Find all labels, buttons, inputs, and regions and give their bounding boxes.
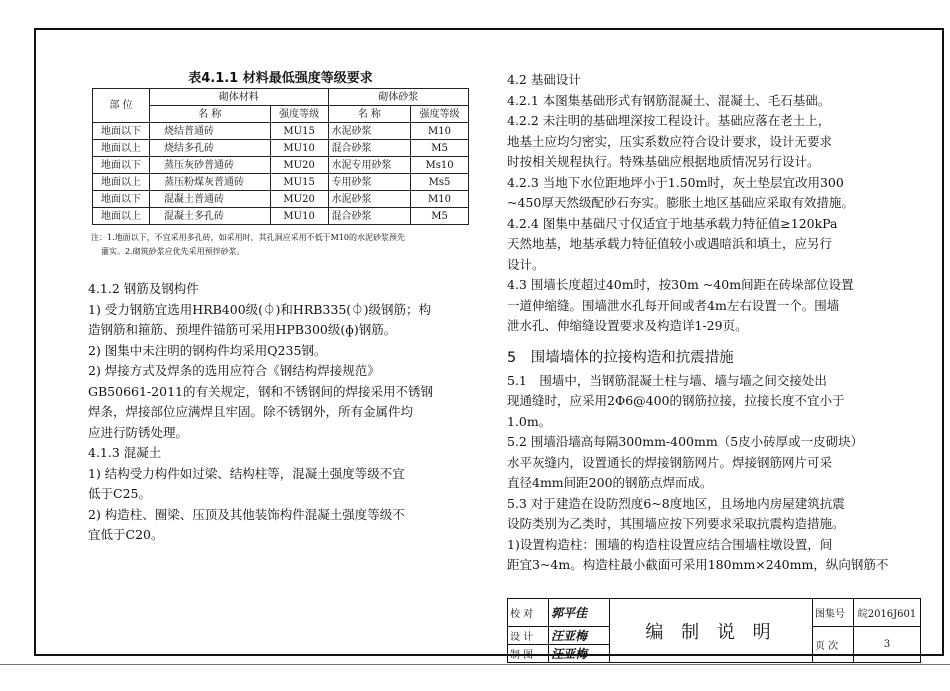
text-line: 1.0m。 (507, 413, 552, 429)
text-line: 4.2 基础设计 (507, 72, 581, 87)
atlas-number: 皖2016J601 (854, 599, 921, 627)
title-block (507, 598, 921, 663)
text-line: 地基土应均匀密实，压实系数应符合设计要求，设计无要求 (507, 133, 833, 149)
text-line: 1) 受力钢筋宜选用HRB400级(⏀)和HRB335(⏀)级钢筋；构 (88, 301, 432, 317)
cell-mor: 专用砂浆 (328, 174, 411, 191)
label-draw: 制 图 (508, 645, 549, 663)
text-line: 应进行防锈处理。 (88, 424, 189, 440)
sheet-title: 编 制 说 明 (610, 599, 813, 663)
cell-sg: M10 (411, 123, 469, 140)
label-design: 设 计 (508, 627, 549, 645)
cell-mg: MU20 (270, 191, 328, 208)
text-line: 水平灰缝内，设置通长的焊接钢筋网片。焊接钢筋网片可采 (507, 454, 833, 470)
cell-mg: MU10 (270, 208, 328, 225)
cell-mor: 水泥砂浆 (328, 191, 411, 208)
cell-mat: 蒸压灰砂普通砖 (150, 157, 271, 174)
table-row (93, 208, 469, 225)
table-row (93, 191, 469, 208)
cell-part: 地面以上 (93, 140, 150, 157)
cell-mat: 混凝土普通砖 (150, 191, 271, 208)
text-line: 焊条，焊接部位应满焊且牢固。除不锈钢外，所有金属件均 (88, 404, 414, 419)
text-line: 1)设置构造柱：围墙的构造柱设置应结合围墙柱墩设置，间 (507, 536, 833, 552)
cell-sg: M10 (411, 191, 469, 208)
text-line: 泄水孔、伸缩缝设置要求及构造详1-29页。 (507, 318, 748, 333)
cell-mor: 混合砂浆 (328, 140, 411, 157)
cell-mor: 水泥专用砂浆 (328, 157, 411, 174)
cell-mat: 烧结多孔砖 (150, 140, 271, 157)
text-line: 造钢筋和箍筋、预埋件锚筋可采用HPB300级(ɸ)钢筋。 (88, 322, 397, 337)
cell-sg: M5 (411, 140, 469, 157)
text-line: 低于C25。 (88, 486, 151, 501)
signature-draw: 汪亚梅 (549, 645, 610, 663)
table-row (93, 157, 469, 174)
text-line: 2) 构造柱、圈梁、压顶及其他装饰构件混凝土强度等级不 (88, 506, 405, 522)
text-line: 距宜3~4m。构造柱最小截面可采用180mm×240mm，纵向钢筋不 (507, 557, 889, 572)
text-line: 2) 图集中未注明的钢构件均采用Q235钢。 (88, 342, 327, 358)
text-line: 4.1.3 混凝土 (88, 445, 162, 460)
label-atlas: 图集号 (813, 599, 854, 627)
text-line: 4.2.1 本图集基础形式有钢筋混凝土、混凝土、毛石基础。 (507, 92, 831, 108)
page-bottom-rule (0, 664, 950, 665)
header-grade: 强度等级 (270, 106, 328, 123)
cell-mg: MU15 (270, 174, 328, 191)
cell-mat: 蒸压粉煤灰普通砖 (150, 174, 271, 191)
material-strength-table (92, 88, 469, 225)
header-name: 名 称 (328, 106, 411, 123)
signature-design: 汪亚梅 (549, 627, 610, 645)
cell-part: 地面以下 (93, 157, 150, 174)
left-text (88, 279, 473, 546)
header-name: 名 称 (150, 106, 271, 123)
text-line: 4.3 围墙长度超过40m时，按30m ~40m间距在砖垛部位设置 (507, 277, 854, 292)
left-column (88, 70, 473, 546)
header-masonry: 砌体材料 (150, 89, 329, 106)
cell-sg: M5 (411, 208, 469, 225)
text-line: 现通缝时，应采用2Φ6@400的钢筋拉接，拉接长度不宜小于 (507, 393, 845, 408)
table-row (93, 140, 469, 157)
text-line: 4.2.4 图集中基础尺寸仅适宜于地基承载力特征值≥120kPa (507, 215, 838, 231)
table-row (93, 123, 469, 140)
text-line: 5.1 围墙中，当钢筋混凝土柱与墙、墙与墙之间交接处出 (507, 372, 827, 388)
header-grade: 强度等级 (411, 106, 469, 123)
text-line: 4.2.2 未注明的基础埋深按工程设计。基础应落在老土上， (507, 113, 831, 128)
cell-sg: Ms5 (411, 174, 469, 191)
text-line: 天然地基，地基承载力特征值较小或遇暗浜和填土，应另行 (507, 236, 833, 251)
text-line: 2) 焊接方式及焊条的选用应符合《钢结构焊接规范》 (88, 363, 380, 378)
text-line: 5.3 对于建造在设防烈度6~8度地区，且场地内房屋建筑抗震 (507, 495, 845, 511)
right-column (507, 70, 899, 576)
text-line: 一道伸缩缝。围墙泄水孔每开间或者4m左右设置一个。围墙 (507, 297, 840, 313)
seismic-text (507, 371, 899, 576)
text-line: 宜低于C20。 (88, 527, 164, 542)
foundation-text (507, 70, 899, 337)
cell-mg: MU20 (270, 157, 328, 174)
text-line: 直径4mm间距200的钢筋点焊而成。 (507, 475, 713, 490)
text-line: 时按相关规程执行。特殊基础应根据地质情况另行设计。 (507, 154, 820, 169)
header-part: 部 位 (93, 89, 150, 123)
cell-part: 地面以下 (93, 123, 150, 140)
text-line: GB50661-2011的有关规定，钢和不锈钢间的焊接采用不锈钢 (88, 383, 433, 399)
text-line: 1) 结构受力构件如过梁、结构柱等，混凝土强度等级不宜 (88, 465, 405, 481)
cell-part: 地面以下 (93, 191, 150, 208)
text-line: 设计。 (507, 256, 545, 272)
text-line: ~450厚天然级配砂石夯实。膨胀土地区基础应采取有效措施。 (507, 195, 854, 210)
cell-mor: 混合砂浆 (328, 208, 411, 225)
cell-part: 地面以上 (93, 174, 150, 191)
table-note: 注：1.地面以下，不宜采用多孔砖，如采用时，其孔洞应采用不低于M10的水泥砂浆预先 灌实。2.砌筑砂浆应优先采用预拌砂浆。 (91, 233, 406, 256)
cell-sg: Ms10 (411, 157, 469, 174)
label-page: 页 次 (813, 627, 854, 663)
text-line: 4.1.2 钢筋及钢构件 (88, 281, 199, 296)
cell-mat: 混凝土多孔砖 (150, 208, 271, 225)
header-mortar: 砌体砂浆 (328, 89, 468, 106)
text-line: 5.2 围墙沿墙高每隔300mm-400mm（5皮小砖厚或一皮砌块） (507, 434, 864, 449)
table-title: 表4.1.1 材料最低强度等级要求 (188, 71, 373, 86)
text-line: 4.2.3 当地下水位距地坪小于1.50m时，灰土垫层宜改用300 (507, 174, 844, 190)
cell-mg: MU10 (270, 140, 328, 157)
section-5-heading: 5 围墙墙体的拉接构造和抗震措施 (507, 349, 734, 366)
label-check: 校 对 (508, 599, 549, 627)
signature-check: 郭平佳 (549, 599, 610, 627)
cell-mat: 烧结普通砖 (150, 123, 271, 140)
cell-mg: MU15 (270, 123, 328, 140)
text-line: 设防类别为乙类时，其围墙应按下列要求采取抗震构造措施。 (507, 516, 845, 531)
table-row (93, 174, 469, 191)
page-number: 3 (854, 627, 921, 663)
cell-part: 地面以上 (93, 208, 150, 225)
cell-mor: 水泥砂浆 (328, 123, 411, 140)
